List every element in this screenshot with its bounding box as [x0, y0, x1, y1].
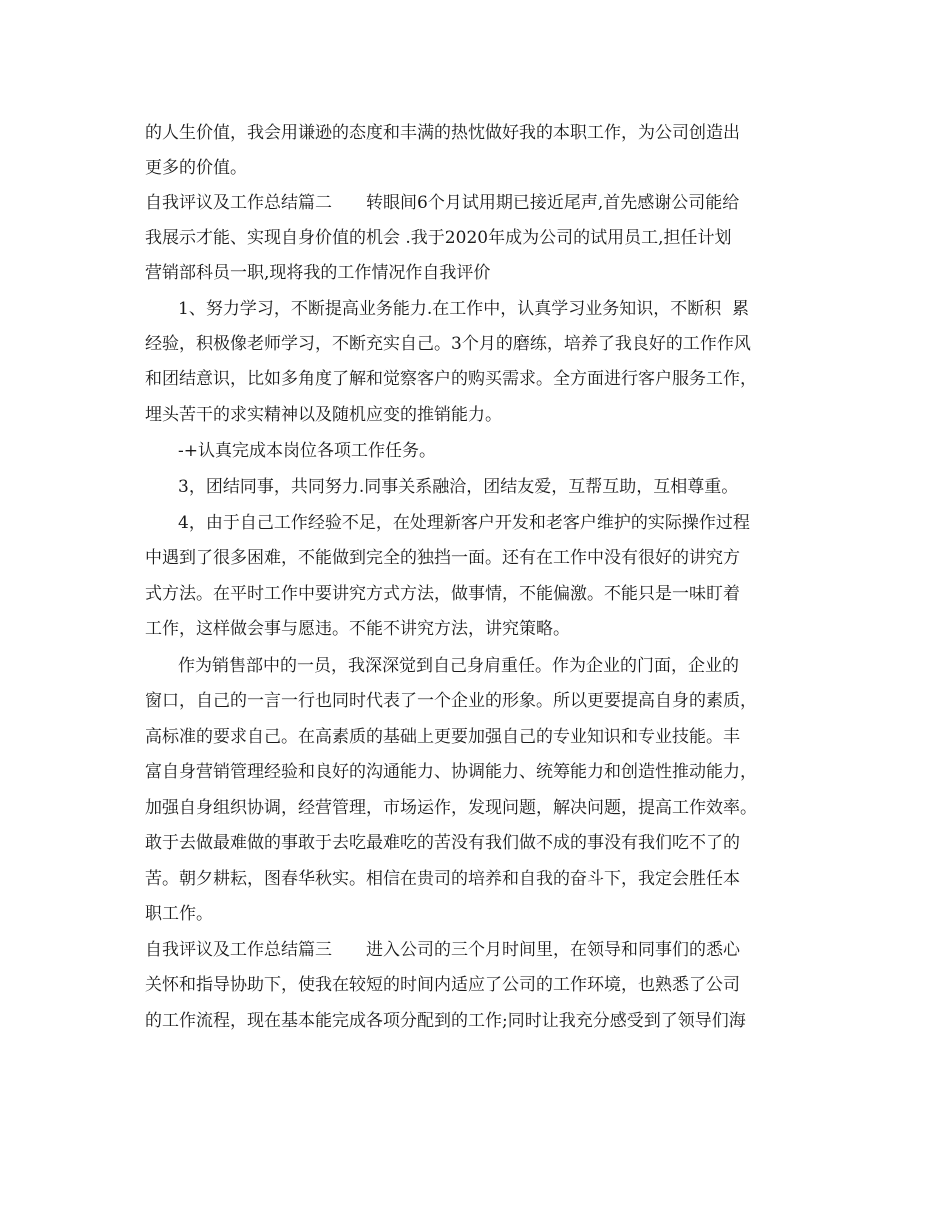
- text-line: 我展示才能、实现自身价值的机会 .我于2020年成为公司的试用员工,担任计划: [145, 228, 732, 248]
- text-line: 式方法。在平时工作中要讲究方式方法，做事情，不能偏激。不能只是一味盯着: [145, 584, 740, 604]
- text-line: 的人生价值，我会用谦逊的态度和丰满的热忱做好我的本职工作，为公司创造出: [145, 123, 740, 143]
- text-line: 工作，这样做会事与愿违。不能不讲究方法，讲究策略。: [145, 619, 570, 639]
- text-line: -+认真完成本岗位各项工作任务。: [178, 441, 436, 461]
- text-line: 埋头苦干的求实精神以及随机应变的推销能力。: [145, 405, 502, 425]
- text-line: 加强自身组织协调，经营管理，市场运作，发现问题，解决问题，提高工作效率。: [145, 798, 757, 818]
- text-line: 3，团结同事，共同努力.同事关系融洽，团结友爱，互帮互助，互相尊重。: [178, 477, 739, 497]
- text-line: 窗口，自己的一言一行也同时代表了一个企业的形象。所以更要提高自身的素质，: [145, 691, 757, 711]
- text-line: 富自身营销管理经验和良好的沟通能力、协调能力、统筹能力和创造性推动能力，: [145, 762, 757, 782]
- text-line: 高标准的要求自己。在高素质的基础上更要加强自己的专业知识和专业技能。丰: [145, 727, 740, 747]
- text-line: 营销部科员一职,现将我的工作情况作自我评价: [145, 263, 491, 283]
- text-line: 职工作。: [145, 904, 213, 924]
- text-line: 苦。朝夕耕耘，图春华秋实。相信在贵司的培养和自我的奋斗下，我定会胜任本: [145, 869, 740, 889]
- text-line: 和团结意识，比如多角度了解和觉察客户的购买需求。全方面进行客户服务工作，: [145, 369, 757, 389]
- text-line: 关怀和指导协助下，使我在较短的时间内适应了公司的工作环境，也熟悉了公司: [145, 975, 740, 995]
- text-line: 4，由于自己工作经验不足，在处理新客户开发和老客户维护的实际操作过程: [178, 513, 750, 533]
- section-heading-line: 自我评议及工作总结篇二 转眼间6个月试用期已接近尾声,首先感谢公司能给: [145, 193, 740, 213]
- text-line: 的工作流程，现在基本能完成各项分配到的工作;同时让我充分感受到了领导们海: [145, 1011, 746, 1031]
- text-line: 经验，积极像老师学习，不断充实自己。3个月的磨练，培养了我良好的工作作风: [145, 334, 751, 354]
- section-heading-line: 自我评议及工作总结篇三 进入公司的三个月时间里，在领导和同事们的悉心: [145, 940, 740, 960]
- text-line: 中遇到了很多困难，不能做到完全的独挡一面。还有在工作中没有很好的讲究方: [145, 548, 740, 568]
- text-line: 敢于去做最难做的事敢于去吃最难吃的苦没有我们做不成的事没有我们吃不了的: [145, 833, 740, 853]
- text-line: 作为销售部中的一员，我深深觉到自己身肩重任。作为企业的门面，企业的: [178, 656, 739, 676]
- text-line: 更多的价值。: [145, 158, 247, 178]
- text-line: 1、努力学习，不断提高业务能力.在工作中，认真学习业务知识，不断积 累: [178, 299, 750, 319]
